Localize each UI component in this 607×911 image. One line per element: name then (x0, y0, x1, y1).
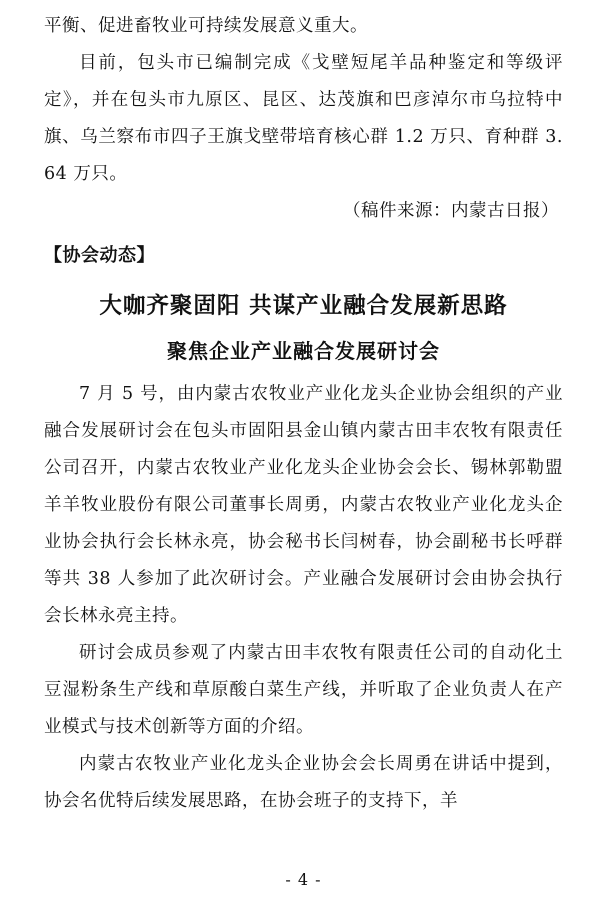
paragraph-factory-tour: 研讨会成员参观了内蒙古田丰农牧有限责任公司的自动化土豆湿粉条生产线和草原酸白菜生产线，并听取了企业负责人在产业模式与技术创新等方面的介绍。 (44, 643, 563, 737)
article-headline-sub: 聚焦企业产业融合发展研讨会 (167, 339, 440, 363)
section-tag-association-news: 【协会动态】 (44, 245, 155, 266)
paragraph-continued: 平衡、促进畜牧业可持续发展意义重大。 (44, 16, 368, 36)
page-number: - 4 - (285, 870, 322, 889)
paragraph-meeting-opening: 7 月 5 号，由内蒙古农牧业产业化龙头企业协会组织的产业融合发展研讨会在包头市固阳县金山镇内蒙古田丰农牧有限责任公司召开，内蒙古农牧业产业化龙头企业协会会长、锡林郭勒盟羊羊牧业股份有限公司董事长周勇，内蒙古农牧业产业化龙头企业协会执行会长林永亮，协会秘书长闫树春，协会副秘书长呼群等共 38 人参加了此次研讨会。产业融合发展研讨会由协会执行会长林永亮主持。 (44, 384, 563, 626)
article-source: （稿件来源：内蒙古日报） (343, 201, 559, 221)
paragraph-chairman-speech: 内蒙古农牧业产业化龙头企业协会会长周勇在讲话中提到，协会名优特后续发展思路，在协会班子的支持下，羊 (44, 754, 563, 811)
paragraph-breed-evaluation: 目前，包头市已编制完成《戈壁短尾羊品种鉴定和等级评定》，并在包头市九原区、昆区、达茂旗和巴彦淖尔市乌拉特中旗、乌兰察布市四子王旗戈壁带培育核心群 1.2 万只、育种群 3.64 万只。 (44, 53, 563, 184)
article-headline-main: 大咖齐聚固阳 共谋产业融合发展新思路 (99, 293, 508, 319)
